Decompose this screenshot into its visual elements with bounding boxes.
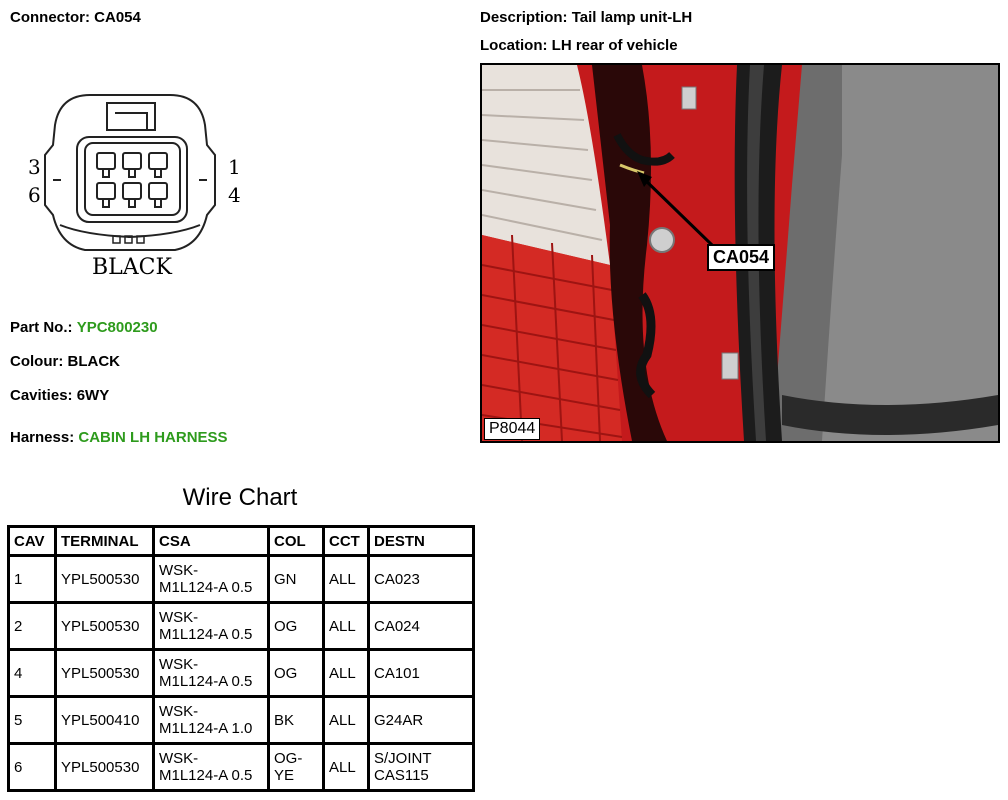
cell-destn [369, 697, 474, 744]
cell-cav: 4 [9, 650, 56, 697]
destn-line-1: S/JOINT [374, 750, 432, 767]
cell-cav: 1 [9, 556, 56, 603]
cell-csa [154, 697, 269, 744]
cell-col [269, 744, 324, 791]
header-cav: CAV [9, 527, 56, 556]
cell-cct: ALL [324, 556, 369, 603]
cell-terminal: YPL500530 [56, 650, 154, 697]
cell-cct: ALL [324, 744, 369, 791]
location-photo [480, 63, 1000, 443]
connector-value: CA054 [94, 9, 141, 26]
location-line [480, 37, 678, 54]
col-line-1: GN [274, 570, 297, 588]
csa-line-1: WSK- [159, 703, 199, 720]
table-row [9, 603, 474, 650]
part-no-link[interactable]: YPC800230 [76, 319, 158, 336]
location-label: Location: [480, 37, 548, 54]
description-line [480, 9, 692, 26]
part-no-label: Part No.: [10, 319, 73, 336]
cell-terminal: YPL500530 [56, 556, 154, 603]
description-label: Description: [480, 9, 568, 26]
pin-number-1: 1 [228, 155, 241, 179]
csa-line-1: WSK- [159, 609, 199, 626]
cavities-label: Cavities: [10, 387, 73, 404]
harness-line [10, 429, 228, 446]
csa-line-2: M1L124-A 0.5 [159, 579, 253, 596]
harness-link[interactable]: CABIN LH HARNESS [78, 429, 228, 446]
header-col: COL [269, 527, 324, 556]
header-cct: CCT [324, 527, 369, 556]
cell-cct: ALL [324, 650, 369, 697]
colour-value: BLACK [67, 353, 120, 370]
cell-cav: 6 [9, 744, 56, 791]
cell-col [269, 697, 324, 744]
csa-line-2: M1L124-A 0.5 [159, 626, 253, 643]
location-value: LH rear of vehicle [551, 37, 678, 54]
cavities-value: 6WY [76, 387, 110, 404]
connector-line [10, 9, 141, 26]
cell-destn [369, 744, 474, 791]
table-row [9, 650, 474, 697]
destn-line-1: G24AR [374, 711, 424, 729]
cell-destn [369, 603, 474, 650]
cell-terminal: YPL500410 [56, 697, 154, 744]
destn-line-1: CA024 [374, 617, 420, 635]
col-line-1: OG [274, 617, 298, 635]
colour-label: Colour: [10, 353, 64, 370]
cell-csa [154, 650, 269, 697]
table-row [9, 744, 474, 791]
pin-number-4: 4 [228, 183, 241, 207]
wire-chart-table [7, 525, 475, 792]
cell-cct: ALL [324, 603, 369, 650]
cell-cav: 2 [9, 603, 56, 650]
cell-terminal: YPL500530 [56, 603, 154, 650]
col-line-1: OG- [274, 750, 303, 767]
cell-col [269, 556, 324, 603]
cell-col [269, 650, 324, 697]
csa-line-1: WSK- [159, 562, 199, 579]
col-line-2: YE [274, 767, 295, 784]
pin-number-6: 6 [28, 183, 41, 207]
colour-line [10, 353, 120, 370]
connector-colour-caption: BLACK [92, 255, 172, 280]
csa-line-2: M1L124-A 1.0 [159, 720, 253, 737]
destn-line-1: CA023 [374, 570, 420, 588]
pin-number-3: 3 [28, 155, 41, 179]
header-csa: CSA [154, 527, 269, 556]
description-value: Tail lamp unit-LH [571, 9, 693, 26]
connector-face-diagram [25, 85, 255, 290]
cell-terminal: YPL500530 [56, 744, 154, 791]
header-destn: DESTN [369, 527, 474, 556]
destn-line-2: CAS115 [374, 767, 429, 784]
header-terminal: TERMINAL [56, 527, 154, 556]
cell-csa [154, 603, 269, 650]
connector-label: Connector: [10, 9, 90, 26]
cell-cct: ALL [324, 697, 369, 744]
table-row [9, 556, 474, 603]
wire-chart-header-row [9, 527, 474, 556]
col-line-1: OG [274, 664, 298, 682]
csa-line-1: WSK- [159, 656, 199, 673]
part-no-line [10, 319, 158, 336]
cell-cav: 5 [9, 697, 56, 744]
table-row [9, 697, 474, 744]
cell-destn [369, 556, 474, 603]
photo-reference: P8044 [484, 418, 540, 440]
col-line-1: BK [274, 711, 295, 729]
csa-line-2: M1L124-A 0.5 [159, 673, 253, 690]
csa-line-1: WSK- [159, 750, 199, 767]
harness-label: Harness: [10, 429, 75, 446]
cell-csa [154, 744, 269, 791]
destn-line-1: CA101 [374, 664, 420, 682]
csa-line-2: M1L124-A 0.5 [159, 767, 253, 784]
wire-chart-title: Wire Chart [182, 484, 298, 511]
cell-destn [369, 650, 474, 697]
cell-col [269, 603, 324, 650]
photo-callout-label: CA054 [707, 244, 775, 271]
cavities-line [10, 387, 109, 404]
cell-csa [154, 556, 269, 603]
